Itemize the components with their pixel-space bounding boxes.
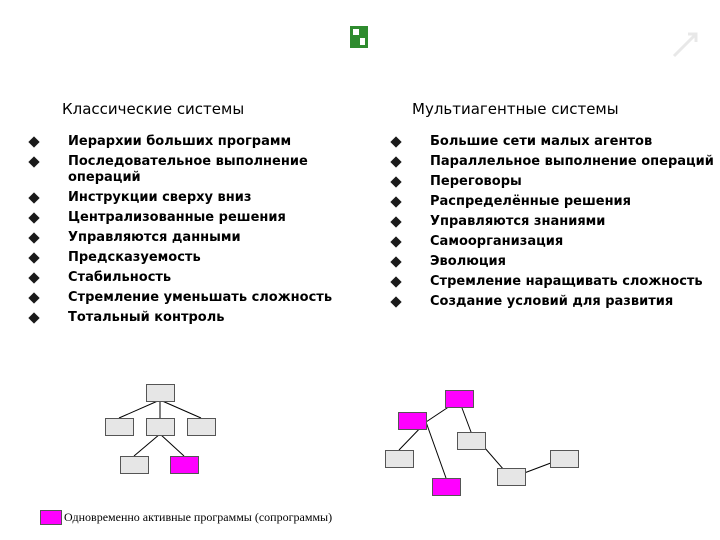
- multiagent-systems-title: Мультиагентные системы: [412, 100, 619, 118]
- diagram-node-active: [398, 412, 427, 430]
- diagram-node: [146, 384, 175, 402]
- diagram-node: [457, 432, 486, 450]
- list-item: Предсказуемость: [28, 250, 368, 266]
- diagram-node: [146, 418, 175, 436]
- legend-swatch: [40, 510, 62, 525]
- legend: [40, 510, 332, 525]
- list-item: Последовательное выполнение операций: [28, 154, 368, 186]
- edge: [426, 422, 446, 478]
- list-item: Стабильность: [28, 270, 368, 286]
- list-item: Создание условий для развития: [390, 294, 720, 310]
- list-item: Большие сети малых агентов: [390, 134, 720, 150]
- diagram-node: [497, 468, 526, 486]
- list-item: Распределённые решения: [390, 194, 720, 210]
- diagram-node-active: [445, 390, 474, 408]
- list-item: Параллельное выполнение операций: [390, 154, 720, 170]
- diagram-node: [550, 450, 579, 468]
- list-item: Самоорганизация: [390, 234, 720, 250]
- list-item: Стремление уменьшать сложность: [28, 290, 368, 306]
- legend-label: Одновременно активные программы (сопрограммы): [64, 510, 333, 524]
- list-item: Инструкции сверху вниз: [28, 190, 368, 206]
- edge: [160, 434, 184, 456]
- list-item: Эволюция: [390, 254, 720, 270]
- edge: [134, 434, 160, 456]
- list-item: Управляются данными: [28, 230, 368, 246]
- edge: [119, 400, 160, 418]
- diagram-node-active: [432, 478, 461, 496]
- list-item: Управляются знаниями: [390, 214, 720, 230]
- diagram-node: [385, 450, 414, 468]
- diagram-node-active: [170, 456, 199, 474]
- list-item: Иерархии больших программ: [28, 134, 368, 150]
- diagram-node: [187, 418, 216, 436]
- list-item: Тотальный контроль: [28, 310, 368, 326]
- edge: [160, 400, 201, 418]
- list-item: Переговоры: [390, 174, 720, 190]
- list-item: Стремление наращивать сложность: [390, 274, 720, 290]
- diagram-node: [120, 456, 149, 474]
- list-item: Централизованные решения: [28, 210, 368, 226]
- classic-systems-title: Классические системы: [62, 100, 245, 118]
- diagram-node: [105, 418, 134, 436]
